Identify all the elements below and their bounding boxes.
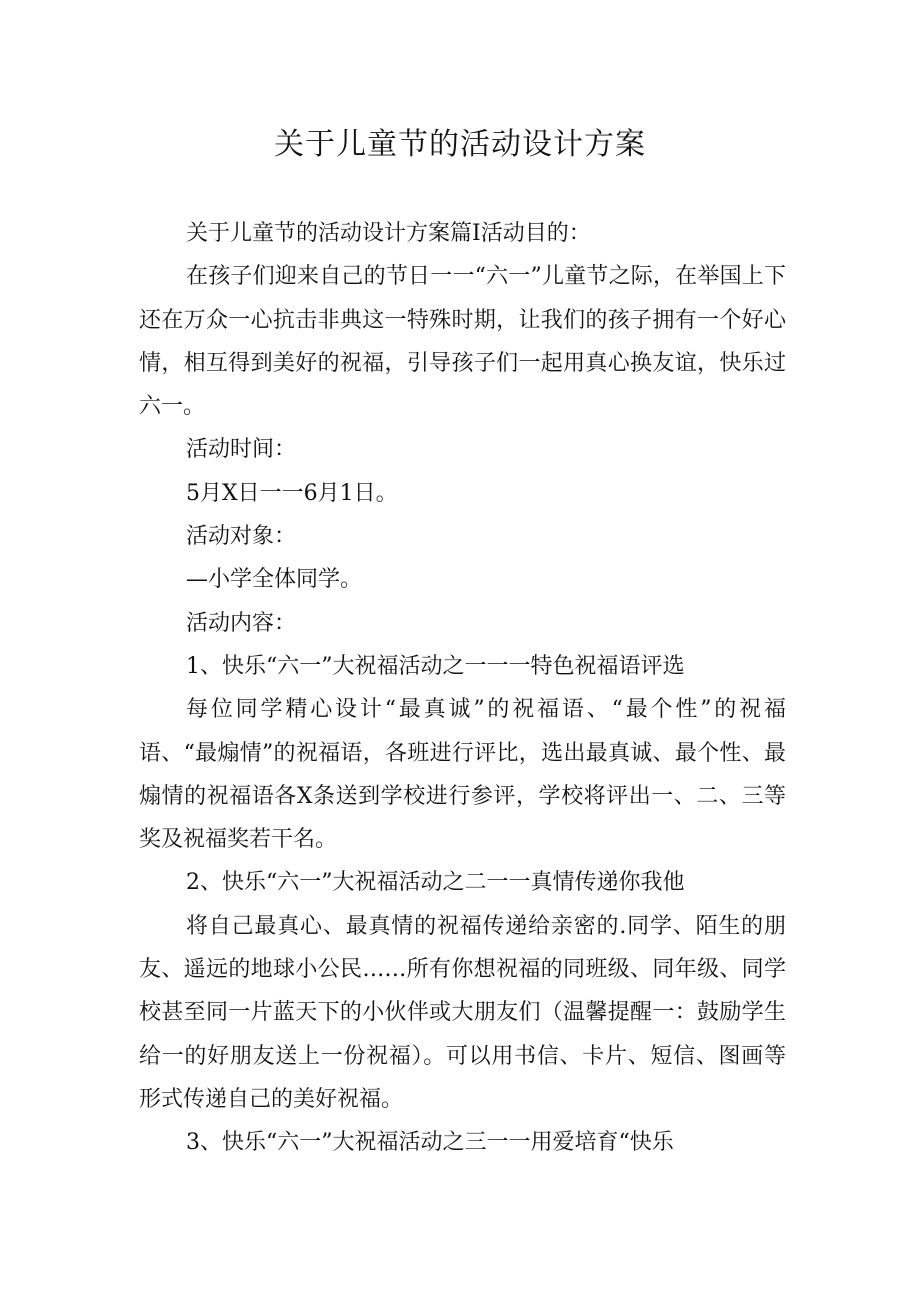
paragraph-content-heading: 活动内容：: [186, 610, 297, 636]
paragraph-time-heading: 活动时间：: [186, 437, 297, 463]
paragraph-activity-3-heading: 3、快乐“六一”大祝福活动之三一一用爱培育“快乐: [186, 1130, 674, 1156]
paragraph-activity-2: 将自己最真心、最真情的祝福传递给亲密的.同学、陌生的朋友、遥远的地球小公民……所有你想祝福的同班级、同年级、同学校甚至同一片蓝天下的小伙伴或大朋友们（温馨提醒一：鼓励学生给一的好朋友送上一份祝福）。可以用书信、卡片、短信、图画等形式传递自己的美好祝福。: [139, 913, 786, 1112]
paragraph-purpose-heading: 关于儿童节的活动设计方案篇I活动目的：: [186, 221, 591, 246]
document-body: [139, 212, 786, 1165]
paragraph-purpose: 在孩子们迎来自己的节日一一“六一”儿童节之际，在举国上下还在万众一心抗击非典这一特殊时期，让我们的孩子拥有一个好心情，相互得到美好的祝福，引导孩子们一起用真心换友谊，快乐过六一。: [139, 264, 786, 420]
paragraph-audience: —小学全体同学。: [186, 567, 363, 593]
paragraph-activity-1: 每位同学精心设计“最真诚”的祝福语、“最个性”的祝福语、“最煽情”的祝福语，各班进行评比，选出最真诚、最个性、最煽情的祝福语各X条送到学校进行参评，学校将评出一、二、三等奖及祝福奖若干名。: [139, 697, 786, 853]
paragraph-audience-heading: 活动对象：: [186, 524, 297, 550]
paragraph-activity-1-heading: 1、快乐“六一”大祝福活动之一一一特色祝福语评选: [186, 653, 685, 679]
document-title: 关于儿童节的活动设计方案: [274, 127, 646, 162]
paragraph-time: 5月X日一一6月1日。: [186, 480, 398, 506]
paragraph-activity-2-heading: 2、快乐“六一”大祝福活动之二一一真情传递你我他: [186, 870, 685, 896]
